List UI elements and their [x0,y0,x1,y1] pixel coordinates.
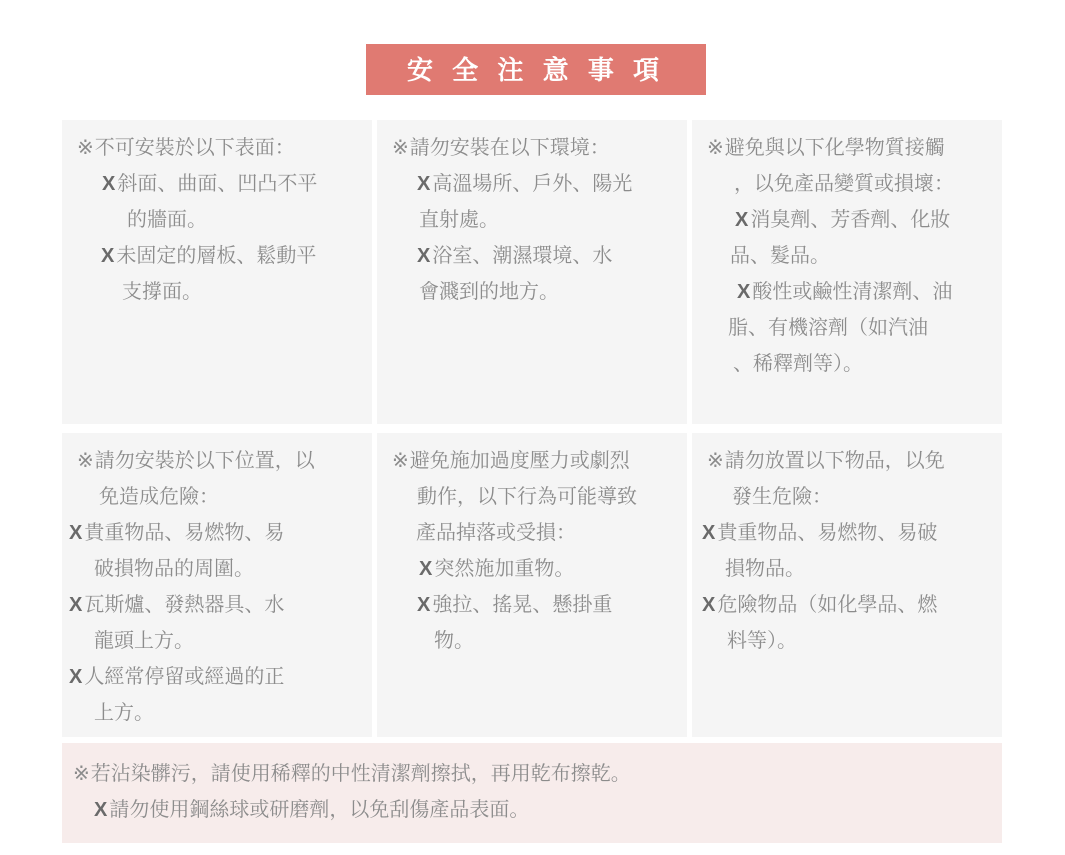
warning-line [69,659,364,695]
line-text: 免造成危險： [99,486,219,508]
line-text: 貴重物品、易燃物、易 [84,522,285,544]
x-mark: X [419,558,433,580]
warning-line [73,756,992,792]
line-text: 產品掉落或受損： [416,522,576,544]
warning-line [419,274,679,310]
warning-line [417,479,679,515]
line-text: 請勿使用鋼絲球或研磨劑，以免刮傷產品表面。 [109,799,530,821]
line-text: 人經常停留或經過的正 [84,666,285,688]
line-text: 避免施加過度壓力或劇烈 [409,450,630,472]
line-text: 物。 [434,630,474,652]
reference-mark: ※ [77,137,94,159]
warning-line [99,479,364,515]
warning-box-excessive-pressure [377,433,687,737]
warning-line [94,695,364,731]
warning-line [417,166,679,202]
line-text: 料等）。 [727,630,797,652]
warning-line [77,130,364,166]
warning-line [732,479,994,515]
reference-mark: ※ [392,450,409,472]
line-text: 的牆面。 [127,209,207,231]
reference-mark: ※ [73,763,90,785]
line-text: 直射處。 [419,209,499,231]
warning-line [122,274,364,310]
warning-box-placed-items [692,433,1002,737]
x-mark: X [417,245,431,267]
line-text: 龍頭上方。 [94,630,194,652]
warning-line [734,166,994,202]
warning-box-chemical-contact [692,120,1002,424]
line-text: 高溫場所、戶外、陽光 [432,173,633,195]
warning-line [417,587,679,623]
warning-line [728,310,994,346]
x-mark: X [102,173,116,195]
x-mark: X [69,666,83,688]
line-text: 發生危險： [732,486,832,508]
line-text: 強拉、搖晃、懸掛重 [432,594,613,616]
reference-mark: ※ [392,137,409,159]
warning-line [730,238,994,274]
x-mark: X [69,594,83,616]
line-text: 上方。 [94,702,154,724]
line-text: 請勿安裝於以下位置，以 [94,450,315,472]
warning-line [419,202,679,238]
warning-line [417,238,679,274]
warning-line [737,274,994,310]
warning-line [94,551,364,587]
line-text: ，以免產品變質或損壞： [734,173,954,195]
x-mark: X [101,245,115,267]
warning-line [77,443,364,479]
warning-box-install-environments [377,120,687,424]
warning-line [419,551,679,587]
line-text: 動作，以下行為可能導致 [417,486,637,508]
warning-line [392,443,679,479]
warning-line [102,166,364,202]
warning-line [707,443,994,479]
warning-box-install-surfaces [62,120,372,424]
line-text: 、稀釋劑等）。 [733,353,863,375]
line-text: 破損物品的周圍。 [94,558,254,580]
warning-line [434,623,679,659]
warning-line [69,587,364,623]
cleaning-instructions-note [62,743,1002,843]
x-mark: X [94,799,108,821]
line-text: 危險物品（如化學品、燃 [717,594,938,616]
x-mark: X [69,522,83,544]
reference-mark: ※ [707,137,724,159]
warning-line [707,130,994,166]
line-text: 品、髮品。 [730,245,830,267]
line-text: 若沾染髒污，請使用稀釋的中性清潔劑擦拭，再用乾布擦乾。 [90,763,631,785]
x-mark: X [735,209,749,231]
line-text: 浴室、潮濕環境、水 [432,245,613,267]
line-text: 支撐面。 [122,281,202,303]
title-banner [366,44,706,95]
line-text: 貴重物品、易燃物、易破 [717,522,938,544]
x-mark: X [702,522,716,544]
x-mark: X [417,594,431,616]
line-text: 酸性或鹼性清潔劑、油 [752,281,953,303]
warning-line [392,130,679,166]
reference-mark: ※ [707,450,724,472]
x-mark: X [702,594,716,616]
warning-line [733,346,994,382]
line-text: 斜面、曲面、凹凸不平 [117,173,318,195]
line-text: 不可安裝於以下表面： [94,137,295,159]
reference-mark: ※ [77,450,94,472]
line-text: 請勿放置以下物品，以免 [724,450,945,472]
line-text: 脂、有機溶劑（如汽油 [728,317,928,339]
x-mark: X [417,173,431,195]
warning-line [127,202,364,238]
line-text: 損物品。 [725,558,805,580]
warning-line [69,515,364,551]
line-text: 瓦斯爐、發熱器具、水 [84,594,285,616]
page-title: 安 全 注 意 事 項 [406,55,666,85]
line-text: 避免與以下化學物質接觸 [724,137,945,159]
warning-line [735,202,994,238]
warning-grid [62,120,1002,737]
warning-line [416,515,679,551]
warning-line [702,515,994,551]
line-text: 會濺到的地方。 [419,281,559,303]
x-mark: X [737,281,751,303]
line-text: 消臭劑、芳香劑、化妝 [750,209,951,231]
warning-line [727,623,994,659]
line-text: 突然施加重物。 [434,558,575,580]
line-text: 請勿安裝在以下環境： [409,137,610,159]
warning-line [94,792,992,828]
warning-box-install-locations [62,433,372,737]
line-text: 未固定的層板、鬆動平 [116,245,317,267]
warning-line [101,238,364,274]
warning-line [702,587,994,623]
warning-line [94,623,364,659]
warning-line [725,551,994,587]
